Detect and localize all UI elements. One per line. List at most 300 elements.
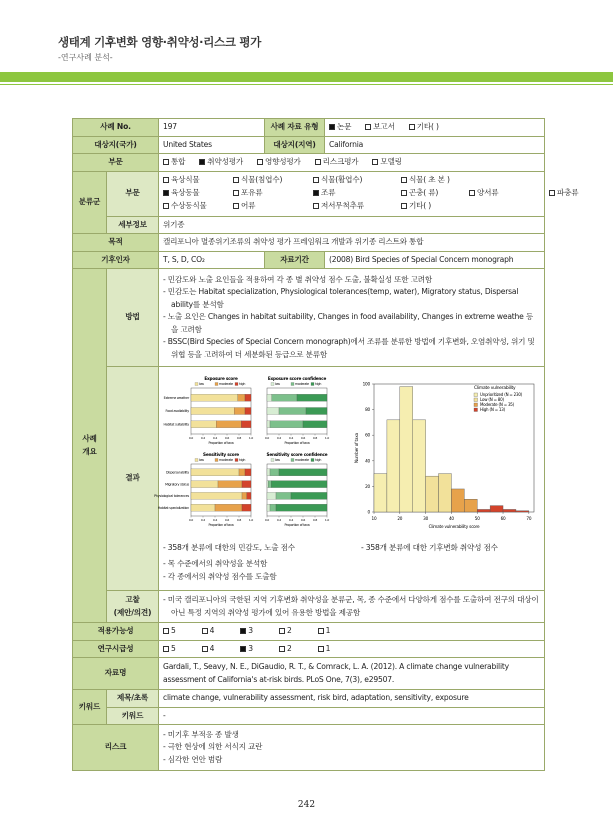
checked-box-icon [240, 628, 246, 634]
result-figures [154, 374, 542, 538]
y-axis-label: Number of taxa [354, 432, 360, 463]
x-tick-label: 60 [500, 515, 506, 521]
legend-swatch [235, 458, 238, 461]
legend-swatch [311, 458, 314, 461]
category-label: Migratory status [165, 482, 190, 487]
checked-box-icon [163, 190, 169, 196]
option-label: 육상식물 [171, 175, 200, 184]
checked-box-icon [199, 159, 205, 165]
histogram-bar [516, 510, 529, 511]
sector-options [159, 154, 545, 172]
checkbox-option [240, 643, 253, 656]
checked-box-icon [313, 190, 319, 196]
x-tick-label: 10 [371, 515, 377, 521]
result-content [154, 367, 545, 591]
unchecked-box-icon [313, 203, 319, 209]
x-tick-label: 50 [474, 515, 480, 521]
taxon-options [159, 171, 579, 216]
checkbox-option [315, 156, 359, 169]
checkbox-option [365, 121, 394, 134]
option-label: 취약성평가 [207, 157, 243, 166]
period-value: (2008) Bird Species of Special Concern monograph [325, 251, 545, 269]
y-tick-label: 0 [367, 509, 371, 515]
legend-label: low [275, 381, 280, 386]
stacked-bar-segment [268, 480, 271, 487]
result-caption-left: - 358개 분류에 대한의 민감도, 노출 점수 [163, 542, 295, 552]
histogram-bar [387, 420, 400, 512]
axis-label: Proportion of taxa [284, 440, 310, 445]
checkbox-option [372, 156, 401, 169]
checkbox-option [279, 643, 292, 656]
unchecked-box-icon [163, 159, 169, 165]
method-label: 방법 [107, 269, 159, 367]
region-label: 대상지(지역) [265, 136, 325, 154]
category-label: Habitat suitability [163, 422, 190, 427]
country-value: United States [159, 136, 265, 154]
stacked-bar-segment [279, 407, 306, 414]
histogram-bar [374, 473, 387, 511]
detail-label: 세부정보 [107, 216, 159, 234]
tick-label: 0.0 [188, 517, 194, 522]
list-item: - BSSC(Bird Species of Special Concern monograph)에서 조류를 분류한 방법에 기후변화, 오염취약성, 위기 및 위협 등을 고려하여 더 세분화된 등급으로 분류함 [163, 337, 535, 359]
legend-swatch [474, 398, 478, 402]
implication-label: 고찰 (제안/의견) [107, 591, 159, 623]
checkbox-option [313, 174, 362, 187]
period-label: 자료기간 [265, 251, 325, 269]
keyword-sub1-label: 제목/초록 [107, 690, 159, 708]
tick-label: 0.6 [224, 517, 230, 522]
stacked-bar-segment [272, 394, 297, 401]
option-label: 1 [325, 643, 331, 653]
category-label: Physiological tolerances [154, 493, 190, 498]
checkbox-option [401, 200, 431, 213]
option-label: 육상동물 [171, 188, 200, 197]
stacked-bar-segment [267, 480, 268, 487]
panel-title: Sensitivity score [203, 451, 239, 457]
checkbox-option [199, 156, 243, 169]
category-label: Food availability [165, 408, 190, 413]
checkbox-option [401, 174, 450, 187]
header-accent-bar [0, 72, 613, 82]
checkbox-option [163, 643, 176, 656]
option-label: 1 [325, 626, 331, 635]
overview-label: 사례 개요 [73, 269, 107, 623]
category-label: Habitat specialization [157, 505, 190, 510]
y-tick-label: 80 [365, 406, 371, 412]
stacked-bar-segment [267, 407, 279, 414]
x-tick-label: 30 [423, 515, 429, 521]
stacked-bar-segment [270, 421, 303, 428]
unchecked-box-icon [279, 646, 285, 652]
tick-label: 0.6 [300, 517, 306, 522]
histogram-bar [426, 476, 439, 512]
option-label: 기타( ) [416, 122, 439, 131]
stacked-bar-segment [191, 469, 239, 476]
stacked-bar-segment [276, 504, 327, 511]
unchecked-box-icon [401, 190, 407, 196]
stacked-bar-segment [267, 421, 270, 428]
legend-label: Moderate (N = 35) [480, 401, 515, 407]
stacked-bar-segment [191, 394, 238, 401]
checkbox-option [549, 187, 578, 200]
vulnerability-histogram [352, 374, 542, 538]
case-no-value: 197 [159, 119, 265, 137]
unchecked-box-icon [257, 159, 263, 165]
climate-factor-value: T, S, D, CO₂ [159, 251, 265, 269]
list-item: - 민감도와 노출 요인들을 적용하여 각 종 별 취약성 점수 도출, 불확실성 또한 고려함 [163, 274, 433, 284]
checkbox-option [233, 174, 282, 187]
option-label: 수상동식물 [171, 201, 207, 210]
legend-label: low [275, 457, 280, 462]
stacked-bar-segment [191, 480, 218, 487]
tick-label: 0.4 [212, 435, 218, 440]
list-item: - 목 수준에서의 취약성을 분석함 [163, 559, 268, 569]
applicability-label: 적용가능성 [73, 623, 159, 641]
legend-swatch [291, 458, 294, 461]
option-label: 2 [286, 643, 292, 653]
list-item: - 민감도는 Habitat specialization, Physiological tolerances(temp, water), Migratory status, Dispersal ability를 분석함 [163, 287, 519, 309]
option-label: 4 [209, 643, 215, 653]
tick-label: 1.0 [248, 517, 254, 522]
option-label: 모델링 [380, 157, 402, 166]
unchecked-box-icon [233, 203, 239, 209]
checkbox-option [469, 187, 498, 200]
unchecked-box-icon [365, 124, 371, 130]
case-no-label: 사례 No. [73, 119, 159, 137]
checkbox-option [257, 156, 301, 169]
tick-label: 1.0 [324, 435, 330, 440]
option-label: 어류 [241, 201, 256, 210]
list-item: - 극한 현상에 의한 서식지 교란 [163, 742, 263, 752]
option-label: 5 [171, 626, 176, 635]
legend-label: moderate [295, 381, 309, 386]
legend-title: Climate vulnerability [474, 385, 516, 391]
unchecked-box-icon [469, 190, 475, 196]
stacked-bar-segment [306, 407, 327, 414]
option-label: 3 [248, 626, 253, 635]
unchecked-box-icon [163, 203, 169, 209]
unchecked-box-icon [372, 159, 378, 165]
tick-label: 0.2 [276, 435, 282, 440]
tick-label: 0.8 [312, 435, 318, 440]
taxon-label: 분류군 [73, 171, 107, 234]
stacked-bar-segment [270, 469, 279, 476]
implication-value: - 미국 캘리포니아의 국한된 지역 기후변화 취약성을 분류군, 목, 종 수준에서 다양하게 점수를 도출하여 전구의 대상이 아닌 특정 지역의 취약성 평가에 있어 유용한 방법을 제공함 [159, 591, 545, 623]
legend-swatch [271, 382, 274, 385]
x-tick-label: 20 [397, 515, 403, 521]
option-label: 파충류 [557, 188, 579, 197]
legend-label: high [239, 457, 246, 462]
legend-swatch [474, 393, 478, 397]
legend-label: moderate [219, 457, 233, 462]
category-label: Dispersal ability [165, 470, 190, 475]
stacked-bar-segment [242, 504, 251, 511]
checkbox-option [279, 625, 292, 638]
unchecked-box-icon [315, 159, 321, 165]
legend-label: high [239, 381, 246, 386]
unchecked-box-icon [549, 190, 555, 196]
unchecked-box-icon [318, 646, 324, 652]
option-label: 식물(침엽수) [241, 175, 283, 184]
checkbox-option [163, 156, 185, 169]
option-label: 보고서 [373, 122, 395, 131]
unchecked-box-icon [163, 646, 169, 652]
unchecked-box-icon [202, 646, 208, 652]
legend-label: High (N = 13) [480, 406, 505, 412]
list-item: - 노출 요인은 Changes in habitat suitability, Changes in food availability, Changes in extreme weathe 등을 고려함 [163, 312, 533, 334]
y-tick-label: 40 [365, 458, 371, 464]
checkbox-option [163, 174, 200, 187]
checkbox-option [401, 187, 438, 200]
unchecked-box-icon [313, 177, 319, 183]
stacked-bar-segment [215, 504, 242, 511]
stacked-bar-segment [270, 504, 276, 511]
stacked-bar-segment [242, 480, 251, 487]
legend-swatch [215, 458, 218, 461]
legend-swatch [195, 458, 198, 461]
axis-label: Proportion of taxa [208, 522, 234, 527]
urgency-label: 연구시급성 [73, 640, 159, 658]
checkbox-option [240, 625, 253, 638]
stacked-bar-segment [267, 492, 276, 499]
stacked-bar-segment [191, 504, 215, 511]
purpose-label: 목적 [73, 234, 159, 252]
reference-label: 자료명 [73, 658, 159, 690]
checkbox-option [163, 200, 207, 213]
taxon-sub-label: 부문 [107, 171, 159, 216]
purpose-value: 캘리포니아 멸종위기조류의 취약성 평가 프레임워크 개발과 위기종 리스트와 통합 [159, 234, 545, 252]
checkbox-option [202, 625, 215, 638]
stacked-bar-segment [247, 492, 251, 499]
keyword-label: 키워드 [73, 690, 107, 725]
checkbox-option [163, 625, 176, 638]
option-label: 통합 [171, 157, 186, 166]
legend-label: low [199, 381, 204, 386]
histogram-bar [477, 509, 490, 512]
unchecked-box-icon [233, 190, 239, 196]
option-label: 영향성평가 [264, 157, 301, 166]
stacked-bar-segment [267, 394, 272, 401]
case-table [72, 118, 579, 771]
taxon-row [163, 187, 579, 200]
page-number: 242 [297, 800, 316, 810]
histogram-bar [464, 499, 477, 512]
risk-label: 리스크 [73, 725, 159, 771]
tick-label: 0.2 [200, 517, 206, 522]
panel-title: Exposure score [204, 375, 238, 381]
legend-swatch [195, 382, 198, 385]
method-list [159, 269, 545, 367]
checkbox-option [163, 187, 200, 200]
checkbox-option [313, 200, 364, 213]
category-label: Extreme weather [163, 395, 190, 400]
checkbox-option [313, 187, 335, 200]
option-label: 곤충( 류) [409, 188, 439, 197]
legend-label: high [315, 457, 322, 462]
stacked-bar-segment [267, 469, 270, 476]
stacked-bar-segment [245, 407, 251, 414]
legend-swatch [291, 382, 294, 385]
legend-label: high [315, 381, 322, 386]
tick-label: 0.2 [200, 435, 206, 440]
option-label: 리스크평가 [322, 157, 359, 166]
tick-label: 0.8 [236, 517, 242, 522]
y-tick-label: 60 [365, 432, 371, 438]
list-item: - 심각한 연안 범람 [163, 754, 223, 764]
applicability-options [159, 623, 545, 641]
checkbox-option [233, 187, 262, 200]
option-label: 조류 [321, 188, 336, 197]
detail-value: 위기종 [159, 216, 545, 234]
stacked-bar-segment [241, 421, 251, 428]
histogram-bar [503, 509, 516, 512]
stacked-bar-segment [245, 469, 251, 476]
legend-swatch [215, 382, 218, 385]
legend-label: Low (N = 80) [480, 396, 504, 402]
tick-label: 0.0 [264, 435, 270, 440]
stacked-bar-segment [267, 504, 270, 511]
tick-label: 1.0 [324, 517, 330, 522]
histogram-bar [490, 505, 503, 511]
reference-value: Gardali, T., Seavy, N. E., DiGaudio, R. T., & Comrack, L. A. (2012). A climate change vulnerability assessment of California's at-risk birds. PLoS One, 7(3), e29507. [159, 658, 545, 690]
data-type-label: 사례 자료 유형 [265, 119, 325, 137]
checkbox-option [233, 200, 255, 213]
result-label: 결과 [107, 367, 159, 591]
checkbox-option [318, 625, 331, 638]
legend-label: Unprioritized (N = 230) [480, 391, 523, 397]
panel-title: Exposure score confidence [267, 375, 327, 381]
checkbox-option [409, 121, 439, 134]
unchecked-box-icon [401, 203, 407, 209]
tick-label: 0.8 [236, 435, 242, 440]
taxon-row [163, 200, 540, 213]
option-label: 포유류 [241, 188, 263, 197]
sensitivity-exposure-panels [154, 374, 331, 538]
unchecked-box-icon [401, 177, 407, 183]
region-value: California [325, 136, 545, 154]
legend-swatch [235, 382, 238, 385]
option-label: 기타( ) [409, 201, 432, 210]
result-caption-right: - 358개 분류에 대한 기후변화 취약성 점수 [361, 542, 498, 552]
climate-factor-label: 기후인자 [73, 251, 159, 269]
checkbox-option [202, 643, 215, 656]
option-label: 2 [286, 626, 292, 635]
panel-title: Sensitivity score confidence [266, 451, 328, 457]
legend-label: moderate [219, 381, 233, 386]
option-label: 식물( 초 본 ) [409, 175, 450, 184]
option-label: 3 [248, 643, 253, 653]
x-axis-label: Climate vulnerability score [428, 523, 480, 529]
taxon-row [163, 174, 540, 187]
tick-label: 0.6 [300, 435, 306, 440]
tick-label: 0.4 [288, 435, 294, 440]
stacked-bar-segment [303, 421, 327, 428]
legend-swatch [474, 403, 478, 407]
tick-label: 0.4 [288, 517, 294, 522]
legend-swatch [474, 408, 478, 412]
unchecked-box-icon [163, 177, 169, 183]
stacked-bar-segment [238, 394, 245, 401]
tick-label: 0.2 [276, 517, 282, 522]
checkbox-option [318, 643, 331, 656]
x-tick-label: 40 [448, 515, 454, 521]
stacked-bar-segment [218, 480, 242, 487]
histogram-bar [400, 386, 413, 511]
stacked-bar-segment [279, 469, 327, 476]
unchecked-box-icon [163, 628, 169, 634]
option-label: 5 [171, 643, 176, 653]
x-tick-label: 70 [526, 515, 532, 521]
tick-label: 0.0 [188, 435, 194, 440]
option-label: 양서류 [477, 188, 499, 197]
option-label: 논문 [337, 122, 352, 131]
histogram-bar [439, 473, 452, 511]
keyword-sub1-value: climate change, vulnerability assessment, risk bird, adaptation, sensitivity, exposure [159, 690, 545, 708]
legend-swatch [271, 458, 274, 461]
stacked-bar-segment [271, 480, 327, 487]
checked-box-icon [240, 646, 246, 652]
stacked-bar-segment [191, 407, 234, 414]
unchecked-box-icon [233, 177, 239, 183]
stacked-bar-segment [216, 421, 241, 428]
checkbox-option [329, 121, 351, 134]
stacked-bar-segment [242, 492, 247, 499]
stacked-bar-segment [234, 407, 245, 414]
legend-swatch [311, 382, 314, 385]
unchecked-box-icon [279, 628, 285, 634]
legend-label: moderate [295, 457, 309, 462]
tick-label: 1.0 [248, 435, 254, 440]
risk-list [159, 725, 545, 771]
checked-box-icon [329, 124, 335, 130]
option-label: 4 [209, 626, 215, 635]
unchecked-box-icon [202, 628, 208, 634]
tick-label: 0.0 [264, 517, 270, 522]
stacked-bar-segment [297, 394, 327, 401]
unchecked-box-icon [409, 124, 415, 130]
option-label: 식물(활엽수) [321, 175, 363, 184]
stacked-bar-segment [276, 492, 291, 499]
histogram-bar [413, 420, 426, 512]
keyword-sub2-label: 키워드 [107, 707, 159, 725]
country-label: 대상지(국가) [73, 136, 159, 154]
sector-label: 부문 [73, 154, 159, 172]
tick-label: 0.6 [224, 435, 230, 440]
histogram-bar [451, 489, 464, 512]
stacked-bar-segment [291, 492, 327, 499]
document-header-title: 생태계 기후변화 영향·취약성·리스크 평가 [58, 35, 261, 49]
stacked-bar-segment [191, 492, 242, 499]
y-tick-label: 100 [362, 381, 371, 387]
list-item: - 미기후 부적응 종 발생 [163, 729, 239, 739]
option-label: 저서무척추류 [321, 201, 364, 210]
legend-label: low [199, 457, 204, 462]
axis-label: Proportion of taxa [284, 522, 310, 527]
stacked-bar-segment [239, 469, 245, 476]
stacked-bar-segment [191, 421, 216, 428]
tick-label: 0.4 [212, 517, 218, 522]
y-tick-label: 20 [365, 483, 371, 489]
keyword-sub2-value: - [159, 707, 545, 725]
data-type-options [325, 119, 545, 137]
urgency-options [159, 640, 545, 658]
unchecked-box-icon [318, 628, 324, 634]
axis-label: Proportion of taxa [208, 440, 234, 445]
header-accent-line [0, 84, 613, 85]
list-item: - 각 종에서의 취약성 점수를 도출함 [163, 571, 277, 581]
document-header-subtitle: -연구사례 분석- [58, 53, 113, 62]
stacked-bar-segment [245, 394, 251, 401]
